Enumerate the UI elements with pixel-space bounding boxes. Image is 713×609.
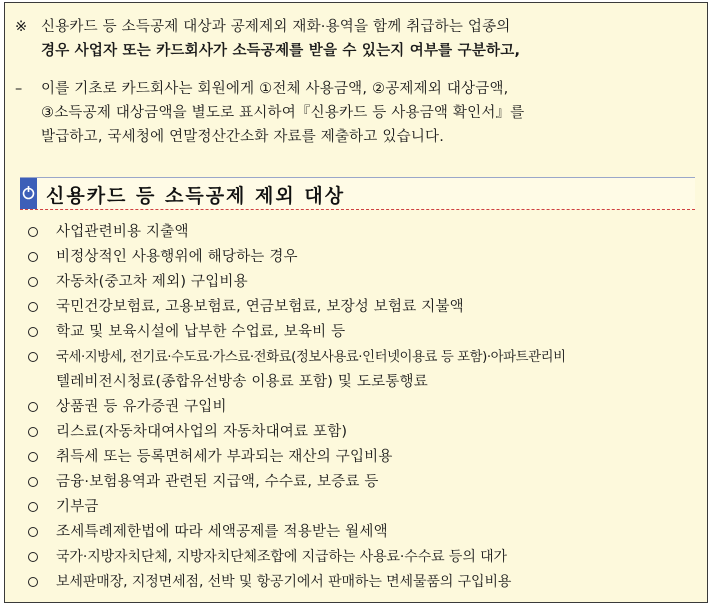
circle-bullet-icon [28, 502, 38, 512]
circle-bullet-icon [28, 252, 38, 262]
circle-bullet-icon [28, 302, 38, 312]
list-item: 자동차(중고차 제외) 구입비용 [20, 270, 700, 295]
section-marker-icon [20, 178, 37, 209]
exclusion-list [20, 220, 700, 595]
intro-paragraph [15, 15, 701, 63]
list-item: 취득세 또는 등록면허세가 부과되는 재산의 구입비용 [20, 445, 700, 470]
list-item: 금융·보험용역과 관련된 지급액, 수수료, 보증료 등 [20, 470, 700, 495]
list-item: 국가·지방자치단체, 지방자치단체조합에 지급하는 사용료·수수료 등의 대가 [20, 545, 700, 570]
document-frame [4, 2, 708, 603]
intro-line-1: 신용카드 등 소득공제 대상과 공제제외 재화·용역을 함께 취급하는 업종의 [41, 19, 511, 35]
list-item: 리스료(자동차대여사업의 자동차대여료 포함) [20, 420, 700, 445]
list-item: 국세·지방세, 전기료·수도료·가스료·전화료(정보사용료·인터넷이용료 등 포함)·아파트관리비 텔레비전시청료(종합유선방송 이용료 포함) 및 도로통행료 [20, 345, 700, 395]
circle-bullet-icon [28, 277, 38, 287]
section-heading [20, 177, 695, 210]
detail-line-3: 발급하고, 국세청에 연말정산간소화 자료를 제출하고 있습니다. [41, 129, 445, 145]
circle-bullet-icon [28, 527, 38, 537]
detail-line-1: 이를 기초로 카드회사는 회원에게 ①전체 사용금액, ②공제제외 대상금액, [41, 81, 509, 97]
circle-bullet-icon [28, 227, 38, 237]
circle-bullet-icon [28, 327, 38, 337]
circle-bullet-icon [28, 452, 38, 462]
list-item: 사업관련비용 지출액 [20, 220, 700, 245]
circle-bullet-icon [28, 577, 38, 587]
list-item: 국민건강보험료, 고용보험료, 연금보험료, 보장성 보험료 지불액 [20, 295, 700, 320]
reference-mark: ※ [15, 19, 28, 35]
circle-bullet-icon [28, 552, 38, 562]
list-item: 비정상적인 사용행위에 해당하는 경우 [20, 245, 700, 270]
circle-bullet-icon [28, 477, 38, 487]
intro-line-2: 경우 사업자 또는 카드회사가 소득공제를 받을 수 있는지 여부를 구분하고, [41, 43, 521, 59]
list-item: 상품권 등 유가증권 구입비 [20, 395, 700, 420]
circle-bullet-icon [28, 402, 38, 412]
detail-paragraph [15, 77, 701, 149]
list-item: 조세특례제한법에 따라 세액공제를 적용받는 월세액 [20, 520, 700, 545]
circle-bullet-icon [28, 427, 38, 437]
list-item: 기부금 [20, 495, 700, 520]
section-title: 신용카드 등 소득공제 제외 대상 [46, 185, 346, 207]
detail-line-2: ③소득공제 대상금액을 별도로 표시하여『신용카드 등 사용금액 확인서』를 [41, 105, 525, 121]
circle-bullet-icon [28, 352, 38, 362]
list-item: 보세판매장, 지정면세점, 선박 및 항공기에서 판매하는 면세물품의 구입비용 [20, 570, 700, 595]
list-item: 학교 및 보육시설에 납부한 수업료, 보육비 등 [20, 320, 700, 345]
dash-mark: – [15, 81, 23, 97]
